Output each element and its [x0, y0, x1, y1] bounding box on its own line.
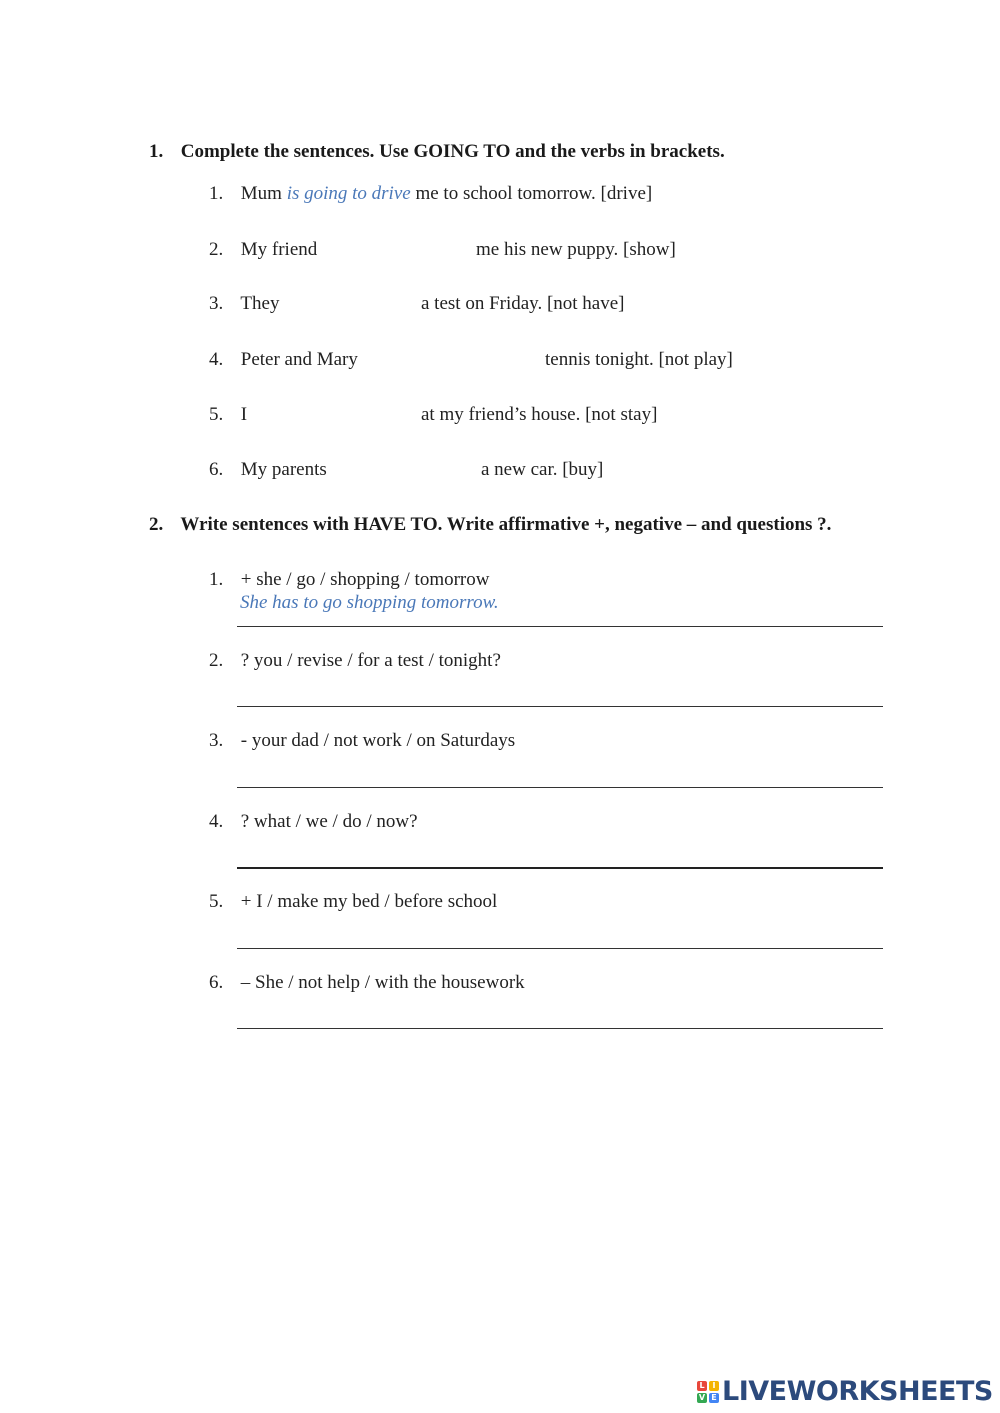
answer-line — [237, 1028, 883, 1029]
answer-line — [237, 867, 883, 869]
item-before-text: I — [240, 404, 248, 425]
item-number: 3. — [209, 293, 224, 314]
item-number: 1. — [209, 183, 224, 204]
item-prompt: + she / go / shopping / tomorrow — [240, 569, 490, 590]
logo-icon — [697, 1381, 719, 1403]
answer-line — [237, 787, 883, 788]
answer-input[interactable] — [240, 761, 880, 785]
item-number: 2. — [209, 650, 224, 671]
s2-item-6 — [209, 972, 525, 994]
answer-line — [237, 948, 883, 949]
answer-line — [237, 626, 883, 627]
s2-item-2 — [209, 650, 501, 672]
s2-item-5 — [209, 891, 497, 913]
item-number: 6. — [209, 972, 224, 993]
item-after-text: a test on Friday. [not have] — [421, 293, 625, 314]
item-prompt: – She / not help / with the housework — [240, 972, 525, 993]
s2-item-4 — [209, 811, 418, 833]
section2-heading — [149, 514, 831, 536]
item-number: 5. — [209, 891, 224, 912]
item-before-text: Mum — [240, 183, 282, 204]
logo-tile: E — [709, 1393, 719, 1403]
answer-gap-input[interactable] — [286, 293, 416, 317]
item-after-text: at my friend’s house. [not stay] — [421, 404, 658, 425]
s1-item-4 — [209, 349, 358, 371]
logo-text: LIVEWORKSHEETS — [722, 1376, 993, 1407]
s1-item-5 — [209, 404, 247, 426]
example-answer: is going to drive — [286, 183, 411, 204]
logo-tile: L — [697, 1381, 707, 1391]
example-answer: She has to go shopping tomorrow. — [240, 592, 499, 613]
answer-input[interactable] — [240, 841, 880, 865]
answer-input[interactable] — [240, 1002, 880, 1026]
item-number: 2. — [209, 239, 224, 260]
item-number: 4. — [209, 811, 224, 832]
item-before-text: They — [240, 293, 280, 314]
item-number: 4. — [209, 349, 224, 370]
s1-item-6 — [209, 459, 327, 481]
item-number: 1. — [209, 569, 224, 590]
liveworksheets-logo — [697, 1376, 993, 1407]
logo-tile: V — [698, 1392, 706, 1402]
answer-gap-input[interactable] — [252, 404, 416, 428]
item-prompt: - your dad / not work / on Saturdays — [240, 730, 516, 751]
answer-line — [237, 706, 883, 707]
s1-item-1 — [209, 183, 652, 205]
item-prompt: ? what / we / do / now? — [240, 811, 418, 832]
item-before-text: My parents — [240, 459, 327, 480]
section2-number: 2. — [149, 514, 164, 535]
logo-tile: I — [709, 1381, 719, 1391]
item-prompt: + I / make my bed / before school — [240, 891, 498, 912]
answer-gap-input[interactable] — [326, 239, 471, 263]
answer-input[interactable] — [240, 680, 880, 704]
item-before-text: Peter and Mary — [240, 349, 358, 370]
item-after-text: me his new puppy. [show] — [476, 239, 676, 260]
answer-gap-input[interactable] — [338, 459, 476, 483]
s2-item-1 — [209, 569, 490, 591]
answer-gap-input[interactable] — [370, 349, 540, 373]
section2-title: Write sentences with HAVE TO. Write affirmative +, negative – and questions ?. — [180, 514, 832, 535]
answer-input[interactable] — [240, 922, 880, 946]
item-after-text: me to school tomorrow. [drive] — [415, 183, 653, 204]
item-prompt: ? you / revise / for a test / tonight? — [240, 650, 501, 671]
section1-heading — [149, 141, 725, 163]
item-after-text: a new car. [buy] — [481, 459, 604, 480]
item-number: 6. — [209, 459, 224, 480]
item-before-text: My friend — [240, 239, 318, 260]
s2-item-3 — [209, 730, 515, 752]
section1-number: 1. — [149, 141, 164, 162]
section1-title: Complete the sentences. Use GOING TO and the verbs in brackets. — [180, 141, 725, 162]
item-number: 5. — [209, 404, 224, 425]
s1-item-3 — [209, 293, 279, 315]
item-number: 3. — [209, 730, 224, 751]
item-after-text: tennis tonight. [not play] — [545, 349, 733, 370]
s1-item-2 — [209, 239, 317, 261]
